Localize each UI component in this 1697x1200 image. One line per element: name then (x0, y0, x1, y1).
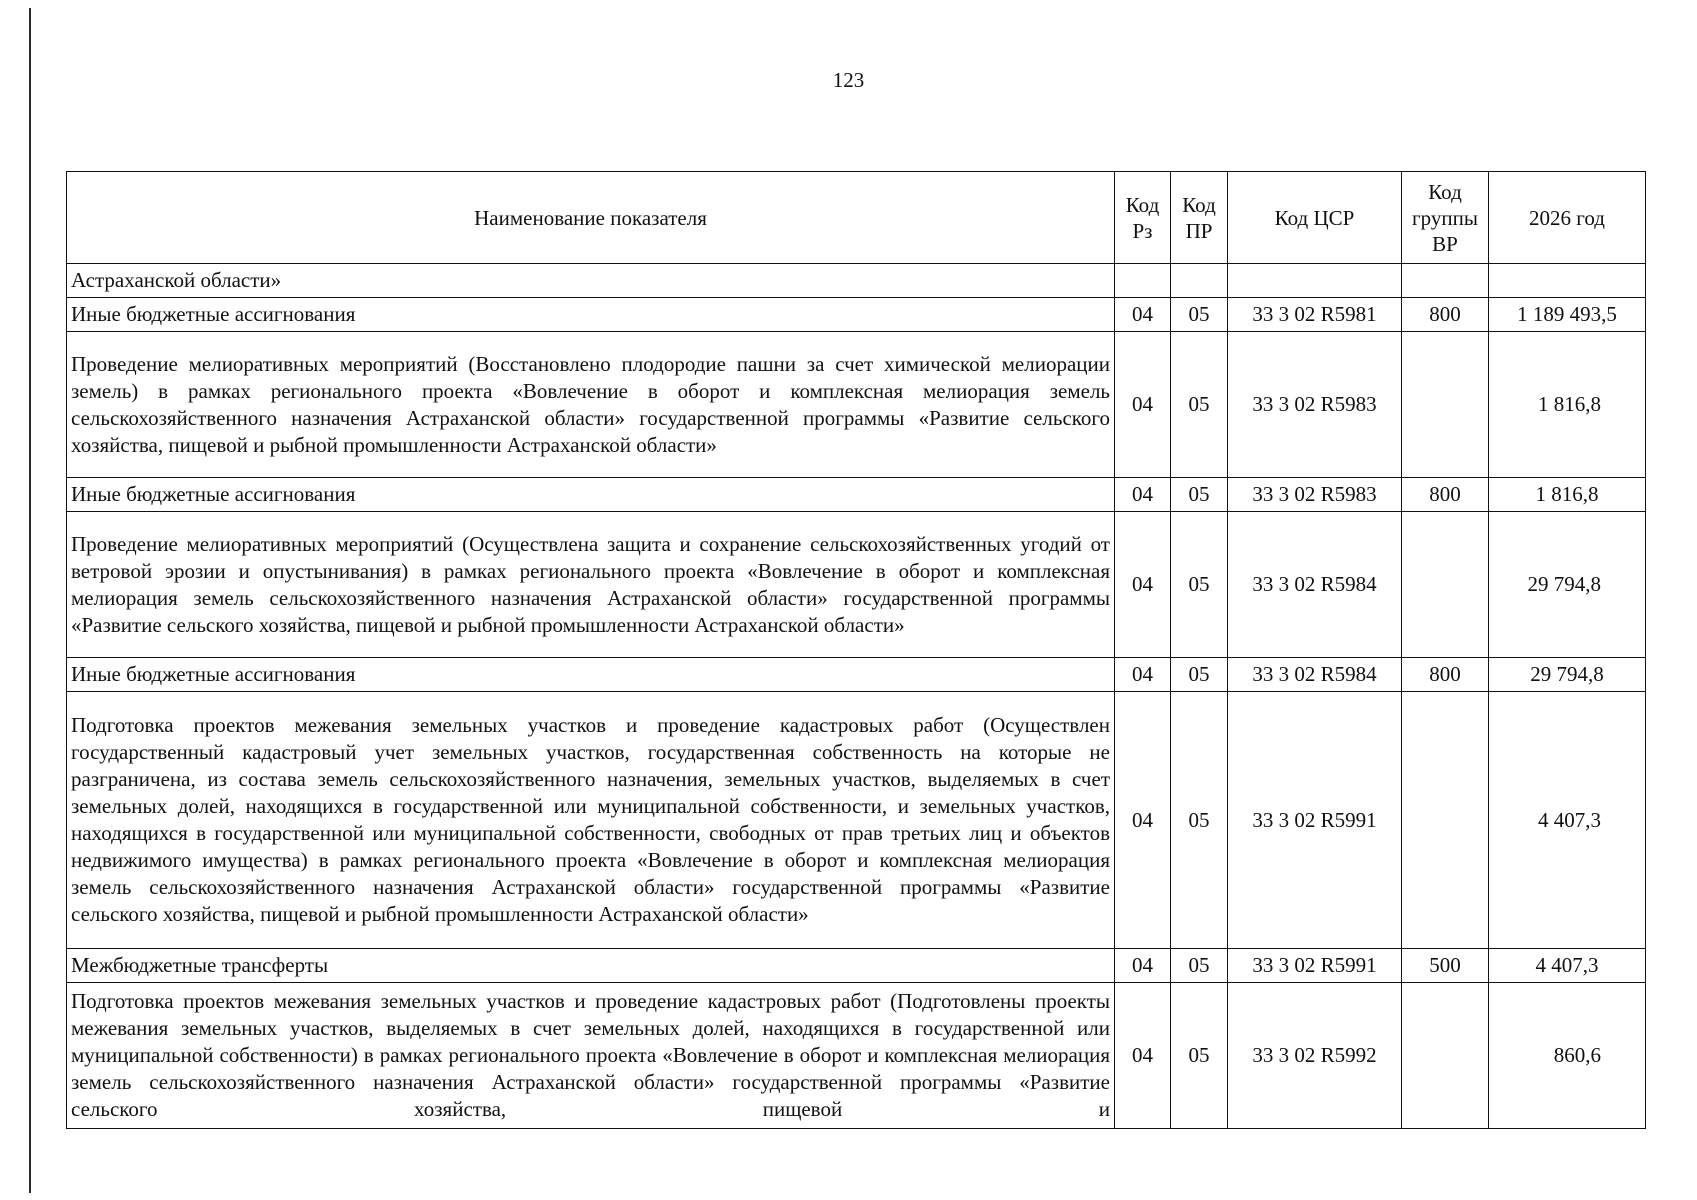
row-csr: 33 3 02 R5983 (1228, 332, 1402, 478)
table-row (67, 478, 1646, 512)
header-name: Наименование показателя (67, 172, 1115, 264)
row-csr: 33 3 02 R5992 (1228, 983, 1402, 1129)
header-vr: Код группы ВР (1402, 172, 1489, 264)
table-row (67, 692, 1646, 949)
row-amount: 1 189 493,5 (1489, 298, 1646, 332)
scan-edge-line (29, 8, 31, 1193)
row-name: Проведение мелиоративных мероприятий (Осуществлена защита и сохранение сельскохозяйственных угодий от ветровой эрозии и опустынивания) в рамках регионального проекта «Вовлечение в оборот и комплексная мелиорация земель сельскохозяйственного назначения Астраханской области» государственной программы «Развитие сельского хозяйства, пищевой и рыбной промышленности Астраханской области» (67, 512, 1115, 658)
budget-table (66, 171, 1646, 1129)
row-amount: 29 794,8 (1489, 512, 1646, 658)
row-pr: 05 (1171, 512, 1228, 658)
row-vr: 800 (1402, 658, 1489, 692)
table-row (67, 264, 1646, 298)
row-rz: 04 (1115, 298, 1171, 332)
row-vr (1402, 264, 1489, 298)
header-rz: Код Рз (1115, 172, 1171, 264)
row-vr (1402, 332, 1489, 478)
row-pr: 05 (1171, 692, 1228, 949)
row-amount (1489, 264, 1646, 298)
table-row (67, 658, 1646, 692)
row-csr: 33 3 02 R5991 (1228, 692, 1402, 949)
row-vr: 800 (1402, 298, 1489, 332)
row-pr: 05 (1171, 658, 1228, 692)
header-pr: Код ПР (1171, 172, 1228, 264)
row-name: Астраханской области» (67, 264, 1115, 298)
table-row (67, 332, 1646, 478)
row-amount: 4 407,3 (1489, 949, 1646, 983)
row-pr: 05 (1171, 478, 1228, 512)
row-name: Межбюджетные трансферты (67, 949, 1115, 983)
row-rz: 04 (1115, 478, 1171, 512)
row-rz: 04 (1115, 692, 1171, 949)
row-csr: 33 3 02 R5983 (1228, 478, 1402, 512)
header-csr: Код ЦСР (1228, 172, 1402, 264)
row-vr: 800 (1402, 478, 1489, 512)
row-pr: 05 (1171, 983, 1228, 1129)
row-csr: 33 3 02 R5984 (1228, 512, 1402, 658)
row-rz: 04 (1115, 983, 1171, 1129)
row-name: Подготовка проектов межевания земельных участков и проведение кадастровых работ (Подготовлены проекты межевания земельных участков, выделяемых в счет земельных долей, находящихся в государственной или муниципальной собственности) в рамках регионального проекта «Вовлечение в оборот и комплексная мелиорация земель сельскохозяйственного назначения Астраханской области» государственной программы «Развитие сельского хозяйства, пищевой и (67, 983, 1115, 1129)
row-rz: 04 (1115, 949, 1171, 983)
row-pr: 05 (1171, 332, 1228, 478)
table-row (67, 512, 1646, 658)
table-header-row (67, 172, 1646, 264)
row-pr (1171, 264, 1228, 298)
row-rz: 04 (1115, 512, 1171, 658)
row-rz: 04 (1115, 332, 1171, 478)
row-csr: 33 3 02 R5984 (1228, 658, 1402, 692)
page-number: 123 (832, 68, 865, 92)
row-csr: 33 3 02 R5991 (1228, 949, 1402, 983)
row-name: Иные бюджетные ассигнования (67, 658, 1115, 692)
row-csr (1228, 264, 1402, 298)
row-amount: 860,6 (1489, 983, 1646, 1129)
row-amount: 29 794,8 (1489, 658, 1646, 692)
row-pr: 05 (1171, 949, 1228, 983)
row-name: Проведение мелиоративных мероприятий (Восстановлено плодородие пашни за счет химической мелиорации земель) в рамках регионального проекта «Вовлечение в оборот и комплексная мелиорация земель сельскохозяйственного назначения Астраханской области» государственной программы «Развитие сельского хозяйства, пищевой и рыбной промышленности Астраханской области» (67, 332, 1115, 478)
row-name: Иные бюджетные ассигнования (67, 478, 1115, 512)
row-name: Иные бюджетные ассигнования (67, 298, 1115, 332)
row-vr: 500 (1402, 949, 1489, 983)
table-row (67, 298, 1646, 332)
header-year: 2026 год (1489, 172, 1646, 264)
row-name: Подготовка проектов межевания земельных участков и проведение кадастровых работ (Осуществлен государственный кадастровый учет земельных участков, государственная собственность на которые не разграничена, из состава земель сельскохозяйственного назначения, земельных участков, выделяемых в счет земельных долей, находящихся в государственной или муниципальной собственности, и земельных участков, находящихся в государственной или муниципальной собственности, свободных от прав третьих лиц и объектов недвижимого имущества) в рамках регионального проекта «Вовлечение в оборот и комплексная мелиорация земель сельскохозяйственного назначения Астраханской области» государственной программы «Развитие сельского хозяйства, пищевой и рыбной промышленности Астраханской области» (67, 692, 1115, 949)
row-amount: 4 407,3 (1489, 692, 1646, 949)
row-amount: 1 816,8 (1489, 478, 1646, 512)
row-amount: 1 816,8 (1489, 332, 1646, 478)
row-rz: 04 (1115, 658, 1171, 692)
row-pr: 05 (1171, 298, 1228, 332)
row-csr: 33 3 02 R5981 (1228, 298, 1402, 332)
row-rz (1115, 264, 1171, 298)
table-row (67, 983, 1646, 1129)
row-vr (1402, 692, 1489, 949)
row-vr (1402, 983, 1489, 1129)
row-vr (1402, 512, 1489, 658)
table-row (67, 949, 1646, 983)
